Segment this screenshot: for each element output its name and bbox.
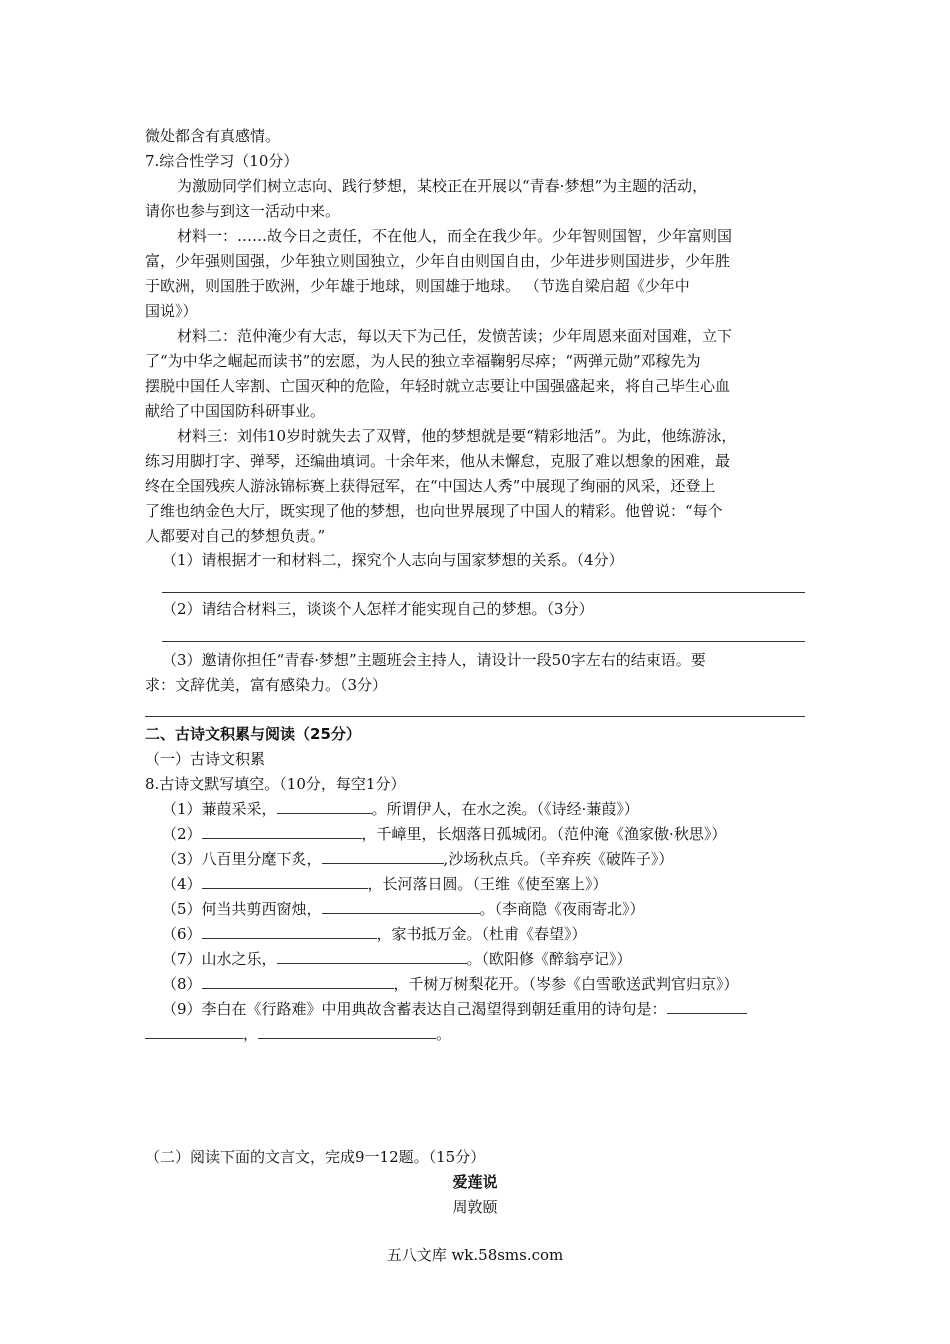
text-line: 微处都含有真感情。 <box>145 127 281 145</box>
text-line: 献给了中国国防科研事业。 <box>145 402 326 420</box>
answer-line[interactable] <box>162 592 805 593</box>
fill-blank[interactable] <box>202 924 377 939</box>
text-line: 求：文辞优美，富有感染力。（3分） <box>145 676 388 694</box>
poem-text: ， <box>243 1025 259 1043</box>
fill-blank[interactable] <box>277 949 467 964</box>
text-line: 请你也参与到这一活动中来。 <box>145 202 341 220</box>
fill-blank[interactable] <box>322 899 480 914</box>
text-line: 练习用脚打字、弹琴，还编曲填词。十余年来，他从未懈怠，克服了难以想象的困难，最 <box>145 452 731 470</box>
subsection-heading: （一）古诗文积累 <box>145 750 266 768</box>
fill-blank[interactable] <box>202 824 362 839</box>
answer-line[interactable] <box>145 716 805 717</box>
poem-text: ，千嶂里，长烟落日孤城闭。（范仲淹《渔家傲·秋思》） <box>361 825 727 843</box>
poem-text: ，千树万树梨花开。（岑参《白雪歌送武判官归京》） <box>393 975 739 993</box>
text-line: 国说》） <box>145 302 198 320</box>
text-line: 富，少年强则国强，少年独立则国独立，少年自由则国自由，少年进步则国进步，少年胜 <box>145 252 731 270</box>
poem-text: ,沙场秋点兵。（辛弃疾《破阵子》） <box>443 850 674 868</box>
poem-text: （9）李白在《行路难》中用典故含蓄表达自己渴望得到朝廷重用的诗句是： <box>162 1000 667 1018</box>
text-line: 材料三：刘伟10岁时就失去了双臂，他的梦想就是要“精彩地活”。为此，他练游泳， <box>177 427 737 445</box>
poem-text: ，长河落日圆。（王维《使至塞上》） <box>367 875 608 893</box>
text-line: 为激励同学们树立志向、践行梦想，某校正在开展以“青春·梦想”为主题的活动， <box>177 177 708 195</box>
text-line: 摆脱中国任人宰割、亡国灭种的危险，年轻时就立志要让中国强盛起来，将自己毕生心血 <box>145 377 731 395</box>
poem-text: 。所谓伊人，在水之涘。（《诗经·蒹葭》） <box>371 800 639 818</box>
poem-text: 。（欧阳修《醉翁亭记》） <box>466 950 632 968</box>
text-line: 了“为中华之崛起而读书”的宏愿，为人民的独立幸福鞠躬尽瘁；“两弹元勋”邓稼先为 <box>145 352 701 370</box>
poem-fill-item <box>145 1024 451 1044</box>
sub-question-1: （1）请根据才一和材料二，探究个人志向与国家梦想的关系。（4分） <box>162 551 624 569</box>
footer-watermark: 五八文库 wk.58sms.com <box>386 1246 564 1264</box>
question-heading: 7.综合性学习（10分） <box>145 152 299 170</box>
fill-blank[interactable] <box>145 1024 243 1039</box>
text-line: 了维也纳金色大厅，既实现了他的梦想，也向世界展现了中国人的精彩。他曾说：“每个 <box>145 502 723 520</box>
poem-fill-item <box>162 874 608 894</box>
text-line: 于欧洲，则国胜于欧洲，少年雄于地球，则国雄于地球。 （节选自梁启超《少年中 <box>145 277 690 295</box>
fill-blank[interactable] <box>277 799 372 814</box>
question-heading: 8.古诗文默写填空。（10分，每空1分） <box>145 775 406 793</box>
poem-fill-item <box>162 924 587 944</box>
fill-blank[interactable] <box>202 874 368 889</box>
poem-fill-item <box>162 949 632 969</box>
poem-text: ，家书抵万金。（杜甫《春望》） <box>376 925 587 943</box>
sub-question-3: （3）邀请你担任“青春·梦想”主题班会主持人，请设计一段50字左右的结束语。要 <box>162 651 706 669</box>
text-line: 终在全国残疾人游泳锦标赛上获得冠军，在“中国达人秀”中展现了绚丽的风采，还登上 <box>145 477 716 495</box>
sub-question-2: （2）请结合材料三，谈谈个人怎样才能实现自己的梦想。（3分） <box>162 600 594 618</box>
poem-fill-item <box>162 799 639 819</box>
poem-fill-item <box>162 824 726 844</box>
fill-blank[interactable] <box>202 974 394 989</box>
poem-fill-item <box>162 999 747 1019</box>
poem-text: （1）蒹葭采采， <box>162 800 277 818</box>
text-line: 人都要对自己的梦想负责。” <box>145 527 326 545</box>
poem-text: （4） <box>162 875 202 893</box>
fill-blank[interactable] <box>258 1024 436 1039</box>
essay-title: 爱莲说 <box>452 1173 498 1191</box>
poem-fill-item <box>162 899 645 919</box>
reading-intro: （二）阅读下面的文言文，完成9一12题。（15分） <box>145 1148 486 1166</box>
poem-fill-item <box>162 974 739 994</box>
poem-text: （2） <box>162 825 202 843</box>
poem-text: （3）八百里分麾下炙， <box>162 850 322 868</box>
fill-blank[interactable] <box>322 849 444 864</box>
poem-text: （7）山水之乐， <box>162 950 277 968</box>
poem-fill-item <box>162 849 673 869</box>
poem-text: 。 <box>436 1025 452 1043</box>
answer-line[interactable] <box>162 641 805 642</box>
poem-text: （8） <box>162 975 202 993</box>
section-heading: 二、古诗文积累与阅读（25分） <box>145 725 361 743</box>
text-line: 材料一：……故今日之责任，不在他人，而全在我少年。少年智则国智，少年富则国 <box>177 227 733 245</box>
poem-text: （6） <box>162 925 202 943</box>
text-line: 材料二：范仲淹少有大志，每以天下为己任，发愤苦读；少年周恩来面对国难，立下 <box>177 327 733 345</box>
essay-author: 周敦颐 <box>452 1198 498 1216</box>
poem-text: （5）何当共剪西窗烛， <box>162 900 322 918</box>
poem-text: 。（李商隐《夜雨寄北》） <box>479 900 645 918</box>
fill-blank[interactable] <box>667 999 747 1014</box>
